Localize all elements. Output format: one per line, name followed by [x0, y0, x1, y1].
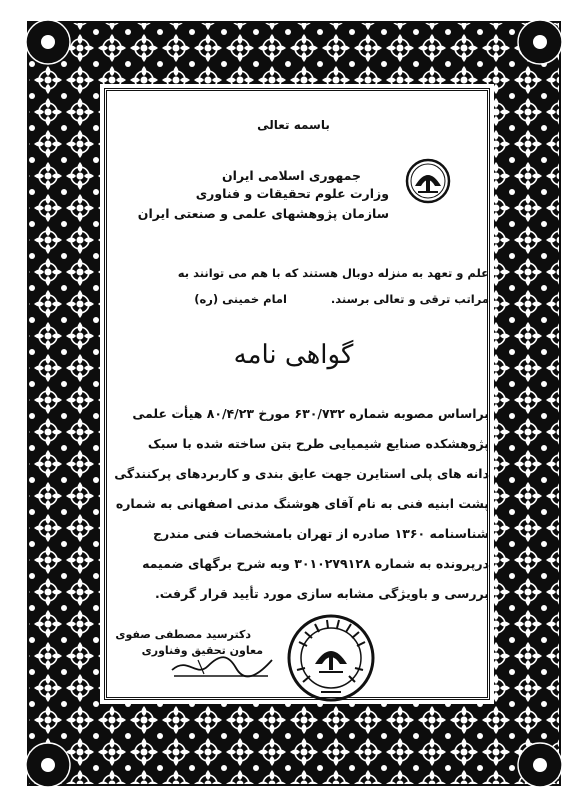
- handwritten-signature: [168, 648, 278, 682]
- body-line: بررسی و باویژگی مشابه سازی مورد تأیید قرار گرفت.: [154, 586, 489, 601]
- body-line: دانه های پلی استایرن جهت عایق بندی و کاربردهای پرکنندگی: [114, 466, 489, 481]
- body-line: پژوهشکده صنایع شیمیایی طرح بتن ساخته شده با سبک: [147, 436, 489, 451]
- organization-emblem-icon: [405, 158, 451, 204]
- invocation: باسمه تعالی: [257, 118, 330, 132]
- certificate-title: گواهی نامه: [233, 340, 354, 370]
- body-line: شناسنامه ۱۳۶۰ صادره از تهران بامشخصات فنی مندرج: [152, 526, 489, 541]
- body-line: پشت ابنیه فنی به نام آقای هوشنگ مدنی اصفهانی به شماره: [115, 496, 489, 511]
- quote-author: امام خمینی (ره): [194, 292, 287, 306]
- quote-line-2: مراتب ترقی و تعالی برسند.: [330, 292, 489, 306]
- org-line-organization: سازمان پژوهشهای علمی و صنعتی ایران: [137, 206, 389, 221]
- signatory-name: دکترسید مصطفی صفوی: [115, 628, 251, 641]
- official-stamp: [285, 612, 377, 704]
- body-line: براساس مصوبه شماره ۶۳۰/۷۳۲ مورخ ۸۰/۴/۲۳ هیأت علمی: [132, 406, 489, 421]
- body-line: درپرونده به شماره ۳۰۱۰۲۷۹۱۲۸ وبه شرح برگهای ضمیمه: [142, 556, 489, 571]
- org-line-country: جمهوری اسلامی ایران: [222, 168, 361, 183]
- signatory-position: معاون تحقیق وفناوری: [141, 644, 263, 657]
- quote-line-1: علم و تعهد به منزله دوبال هستند که با هم می توانند به: [177, 266, 489, 280]
- org-line-ministry: وزارت علوم تحقیقات و فناوری: [195, 186, 389, 201]
